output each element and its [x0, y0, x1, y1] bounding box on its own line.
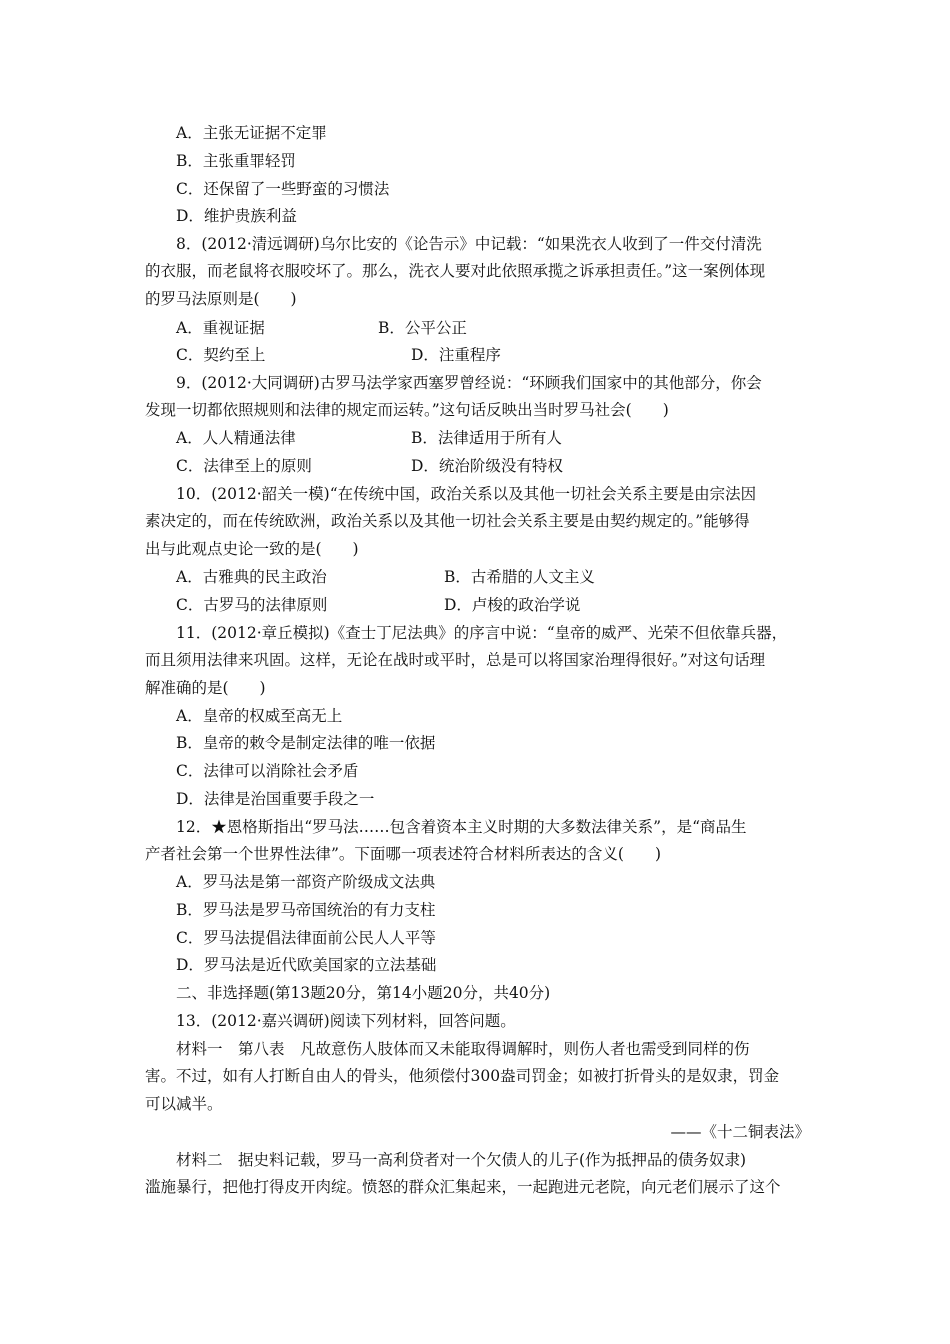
- q12-option-a: A．罗马法是第一部资产阶级成文法典: [176, 873, 436, 891]
- q11-option-d: D．法律是治国重要手段之一: [176, 790, 375, 808]
- q10-option-a: A．古雅典的民主政治: [176, 568, 327, 586]
- q11-stem-line-1: 11．(2012·章丘模拟)《查士丁尼法典》的序言中说：“皇帝的威严、光荣不但依靠兵器，: [176, 624, 788, 642]
- q11-stem-line-3: 解准确的是( ): [145, 679, 266, 697]
- q13-material2-line-1: 材料二 据史料记载，罗马一高利贷者对一个欠债人的儿子(作为抵押品的债务奴隶): [176, 1151, 747, 1169]
- q7-option-b: B．主张重罪轻罚: [176, 152, 296, 170]
- q7-option-c: C．还保留了一些野蛮的习惯法: [176, 180, 390, 198]
- q13-source-1: ——《十二铜表法》: [670, 1123, 810, 1141]
- q13-material1-line-1: 材料一 第八表 凡故意伤人肢体而又未能取得调解时，则伤人者也需受到同样的伤: [176, 1040, 750, 1058]
- q10-option-d: D．卢梭的政治学说: [444, 596, 581, 614]
- q12-stem-line-2: 产者社会第一个世界性法律”。下面哪一项表述符合材料所表达的含义( ): [145, 845, 662, 863]
- q12-option-d: D．罗马法是近代欧美国家的立法基础: [176, 956, 437, 974]
- q10-stem-line-1: 10．(2012·韶关一模)“在传统中国，政治关系以及其他一切社会关系主要是由宗法因: [176, 485, 757, 503]
- q10-stem-line-3: 出与此观点史论一致的是( ): [145, 540, 359, 558]
- q11-option-a: A．皇帝的权威至高无上: [176, 707, 343, 725]
- q10-stem-line-2: 素决定的，而在传统欧洲，政治关系以及其他一切社会关系主要是由契约规定的。”能够得: [145, 512, 750, 530]
- section-heading: 二、非选择题(第13题20分，第14小题20分，共40分): [176, 984, 551, 1002]
- q13-title: 13．(2012·嘉兴调研)阅读下列材料，回答问题。: [176, 1012, 516, 1030]
- q13-material1-line-3: 可以减半。: [145, 1095, 223, 1113]
- q11-stem-line-2: 而且须用法律来巩固。这样，无论在战时或平时，总是可以将国家治理得很好。”对这句话理: [145, 651, 766, 669]
- q9-stem-line-1: 9．(2012·大同调研)古罗马法学家西塞罗曾经说：“环顾我们国家中的其他部分，你会: [176, 374, 762, 392]
- q8-option-b: B．公平公正: [378, 319, 467, 337]
- q11-option-c: C．法律可以消除社会矛盾: [176, 762, 359, 780]
- q9-option-a: A．人人精通法律: [176, 429, 296, 447]
- q8-option-a: A．重视证据: [176, 319, 265, 337]
- q8-option-c: C．契约至上: [176, 346, 266, 364]
- q12-option-b: B．罗马法是罗马帝国统治的有力支柱: [176, 901, 436, 919]
- q11-option-b: B．皇帝的敕令是制定法律的唯一依据: [176, 734, 436, 752]
- q7-option-a: A．主张无证据不定罪: [176, 124, 327, 142]
- q9-option-d: D．统治阶级没有特权: [411, 457, 563, 475]
- q7-option-d: D．维护贵族利益: [176, 207, 297, 225]
- q13-material2-line-2: 滥施暴行，把他打得皮开肉绽。愤怒的群众汇集起来，一起跑进元老院，向元老们展示了这个: [145, 1178, 781, 1196]
- q8-option-d: D．注重程序: [411, 346, 501, 364]
- q10-option-b: B．古希腊的人文主义: [444, 568, 595, 586]
- q9-stem-line-2: 发现一切都依照规则和法律的规定而运转。”这句话反映出当时罗马社会( ): [145, 401, 669, 419]
- q13-material1-line-2: 害。不过，如有人打断自由人的骨头，他须偿付300盎司罚金；如被打折骨头的是奴隶，罚金: [145, 1067, 780, 1085]
- q9-option-c: C．法律至上的原则: [176, 457, 312, 475]
- q8-stem-line-1: 8．(2012·清远调研)乌尔比安的《论告示》中记载：“如果洗衣人收到了一件交付清洗: [176, 235, 762, 253]
- q8-stem-line-3: 的罗马法原则是( ): [145, 290, 297, 308]
- q10-option-c: C．古罗马的法律原则: [176, 596, 328, 614]
- q8-stem-line-2: 的衣服，而老鼠将衣服咬坏了。那么，洗衣人要对此依照承揽之诉承担责任。”这一案例体现: [145, 262, 766, 280]
- q12-option-c: C．罗马法提倡法律面前公民人人平等: [176, 929, 436, 947]
- q12-stem-line-1: 12．★恩格斯指出“罗马法……包含着资本主义时期的大多数法律关系”，是“商品生: [176, 818, 747, 836]
- q9-option-b: B．法律适用于所有人: [411, 429, 562, 447]
